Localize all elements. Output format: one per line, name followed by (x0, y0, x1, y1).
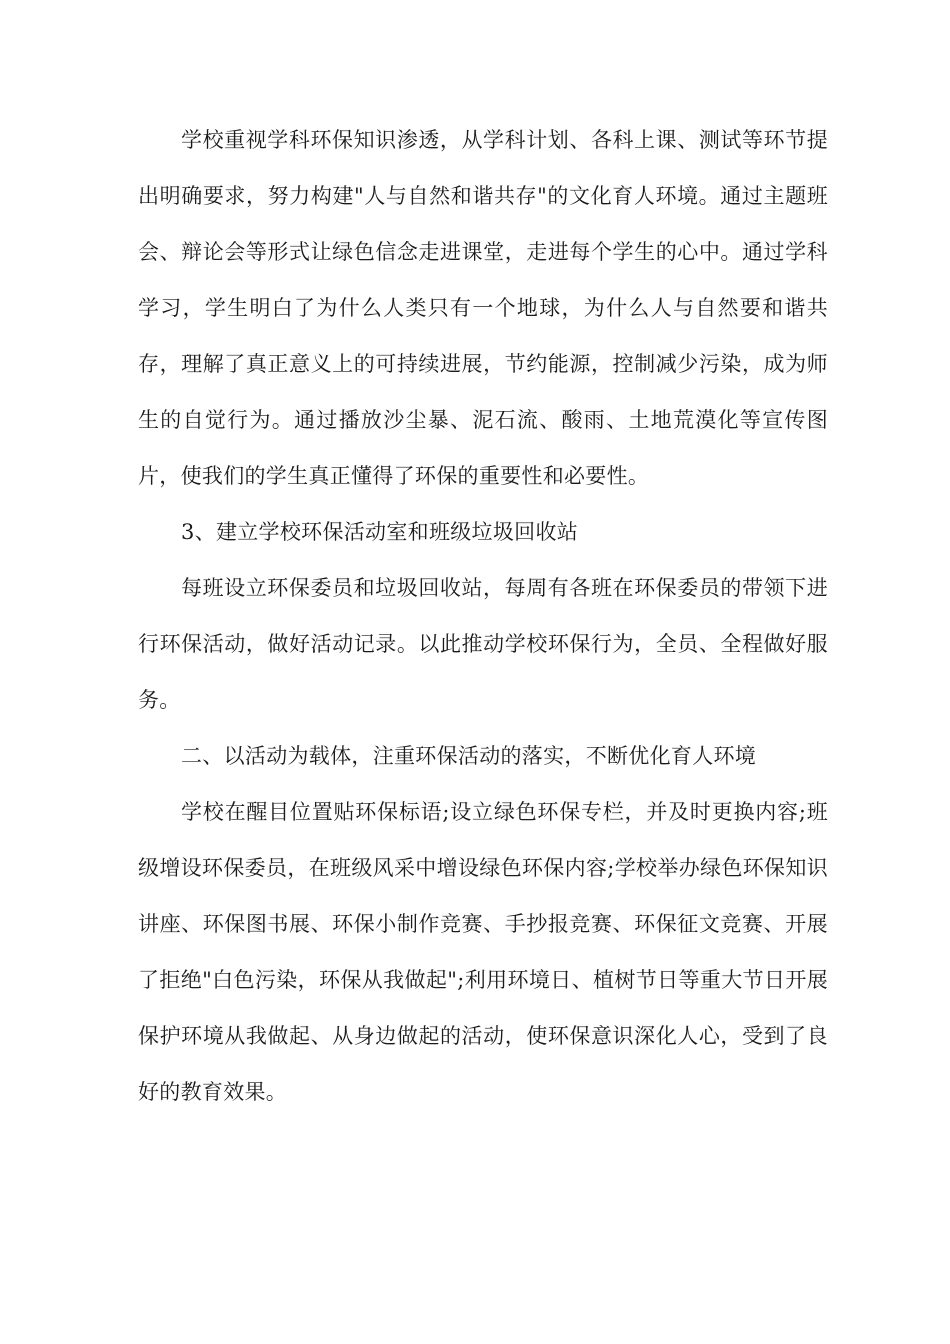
heading-recycling-station: 3、建立学校环保活动室和班级垃圾回收站 (181, 520, 579, 544)
paragraph-activities: 学校在醒目位置贴环保标语;设立绿色环保专栏，并及时更换内容;班级增设环保委员，在班级风采中增设绿色环保内容;学校举办绿色环保知识讲座、环保图书展、环保小制作竞赛、手抄报竞赛、环保征文竞赛、开展了拒绝"白色污染，环保从我做起";利用环境日、植树节日等重大节日开展保护环境从我做起、从身边做起的活动，使环保意识深化人心，受到了良好的教育效果。 (138, 800, 828, 1104)
paragraph-curriculum: 学校重视学科环保知识渗透，从学科计划、各科上课、测试等环节提出明确要求，努力构建"人与自然和谐共存"的文化育人环境。通过主题班会、辩论会等形式让绿色信念走进课堂，走进每个学生的心中。通过学科学习，学生明白了为什么人类只有一个地球，为什么人与自然要和谐共存，理解了真正意义上的可持续进展，节约能源，控制减少污染，成为师生的自觉行为。通过播放沙尘暴、泥石流、酸雨、土地荒漠化等宣传图片，使我们的学生真正懂得了环保的重要性和必要性。 (138, 128, 828, 488)
heading-activities: 二、以活动为载体，注重环保活动的落实，不断优化育人环境 (181, 744, 757, 768)
document-body (138, 112, 828, 1120)
paragraph-recycling: 每班设立环保委员和垃圾回收站，每周有各班在环保委员的带领下进行环保活动，做好活动记录。以此推动学校环保行为，全员、全程做好服务。 (138, 576, 828, 712)
